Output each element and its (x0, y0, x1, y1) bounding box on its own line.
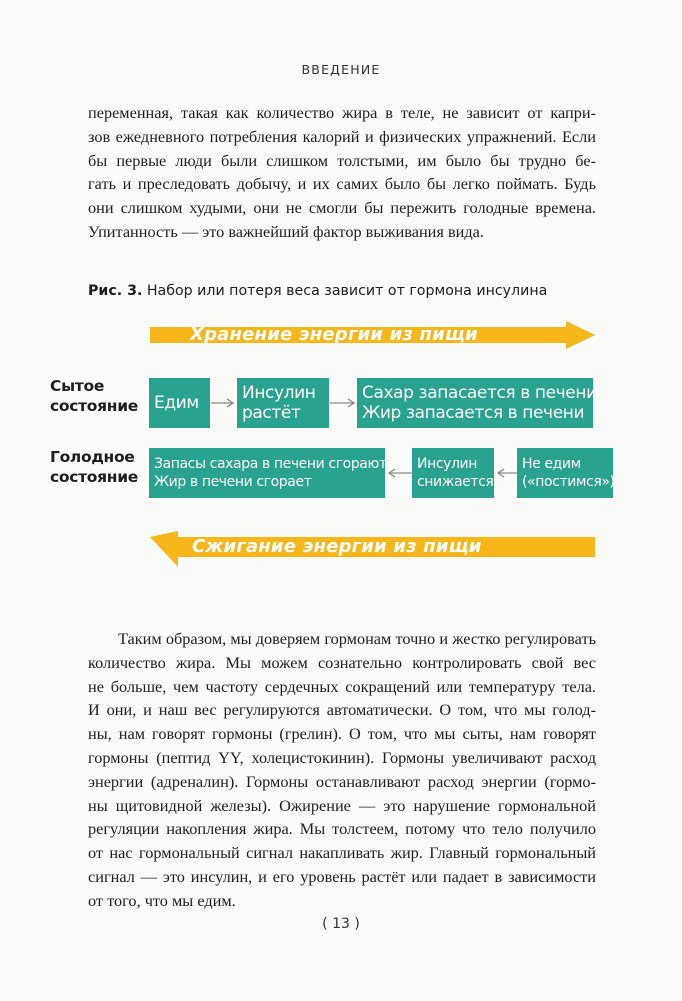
text-line: И они, и наш вес регулируются автоматически. О том, что мы голод- (88, 700, 596, 720)
text-line: сигнал — это инсулин, и его уровень растёт или падает в зависимости (88, 866, 596, 886)
burning-band-label: Сжигание энергии из пищи (192, 536, 482, 557)
fed-box-eat (149, 378, 210, 428)
burning-arrow-band (150, 531, 595, 567)
text-line: от нас гормональный сигнал накапливать жир. Главный гормональный (88, 843, 596, 863)
text-line: ны щитовидной железы). Ожирение — это нарушение гормональной (88, 795, 596, 815)
text-line: гормоны (пептид YY, холецистокинин). Гормоны увеличивают расход (88, 747, 596, 767)
text-line: количество жира. Мы можем сознательно контролировать свой вес (88, 652, 596, 672)
fasted-box-burning (149, 448, 391, 498)
fasted-box-not-eating-line2: («постимся») (522, 474, 615, 490)
fasted-box-not-eating-line1: Не едим (522, 456, 581, 472)
text-line: гать и преследовать добычу, и их самих было бы легко поймать. Будь (88, 174, 596, 194)
fasted-state-label (50, 447, 138, 487)
fed-box-insulin-up (237, 378, 329, 428)
fed-box-storage-line1: Сахар запасается в печени (362, 383, 597, 403)
text-line: Таким образом, мы доверяем гормонам точно и жестко регулировать (118, 629, 596, 648)
text-line: Упитанность — это важнейший фактор выживания вида. (88, 221, 484, 241)
page-number: ( 13 ) (322, 916, 360, 932)
text-line: они слишком худыми, они не смогли бы пережить голодные времена. (88, 198, 596, 218)
arrow-left-icon (385, 468, 413, 478)
fasted-box-insulin-down-line1: Инсулин (417, 456, 478, 472)
figure-caption (88, 283, 547, 299)
storage-arrow-band (150, 321, 595, 349)
fed-box-insulin-up-line2: растёт (242, 403, 301, 423)
fasted-box-burning-line1: Запасы сахара в печени сгорают. (154, 456, 391, 472)
fed-box-eat-text: Едим (154, 393, 199, 413)
text-line: регуляции накопления жира. Мы толстеем, потому что тело получило (88, 819, 596, 839)
fasted-state-line2: состояние (50, 468, 138, 486)
bottom-paragraph (88, 627, 596, 913)
arrow-right-icon (210, 398, 238, 408)
fed-state-line2: состояние (50, 397, 138, 415)
figure-caption-text: Набор или потеря веса зависит от гормона инсулина (146, 283, 548, 299)
fasted-box-burning-line2: Жир в печени сгорает (154, 474, 312, 490)
fed-state-label (50, 376, 138, 416)
fasted-state-line1: Голодное (50, 448, 135, 466)
text-line: энергии (адреналин). Гормоны останавливают расход энергии (гормо- (88, 771, 596, 791)
figure-caption-label: Рис. 3. (88, 283, 143, 299)
text-line: не больше, чем частоту сердечных сокращений или температуру тела. (88, 676, 596, 696)
fasted-box-insulin-down-line2: снижается (417, 474, 494, 490)
fed-box-storage (357, 378, 597, 428)
top-paragraph (88, 101, 596, 244)
storage-band-label: Хранение энергии из пищи (190, 324, 478, 345)
text-line: переменная, такая как количество жира в теле, не зависит от капри- (88, 103, 596, 122)
running-header: ВВЕДЕНИЕ (301, 62, 381, 77)
fasted-box-not-eating (517, 448, 613, 498)
text-line: зов ежедневного потребления калорий и физических упражнений. Если (88, 126, 596, 146)
text-line: бы первые люди были слишком толстыми, им было бы трудно бе- (88, 150, 596, 170)
arrow-left-icon (494, 468, 518, 478)
text-line: от того, что мы едим. (88, 890, 236, 910)
arrow-right-icon (329, 398, 359, 408)
fed-state-line1: Сытое (50, 377, 105, 395)
fasted-box-insulin-down (412, 448, 494, 498)
text-line: ны, нам говорят гормоны (грелин). О том, что мы сыты, нам говорят (88, 724, 596, 744)
fed-box-insulin-up-line1: Инсулин (242, 383, 316, 403)
fed-box-storage-line2: Жир запасается в печени (362, 403, 585, 423)
